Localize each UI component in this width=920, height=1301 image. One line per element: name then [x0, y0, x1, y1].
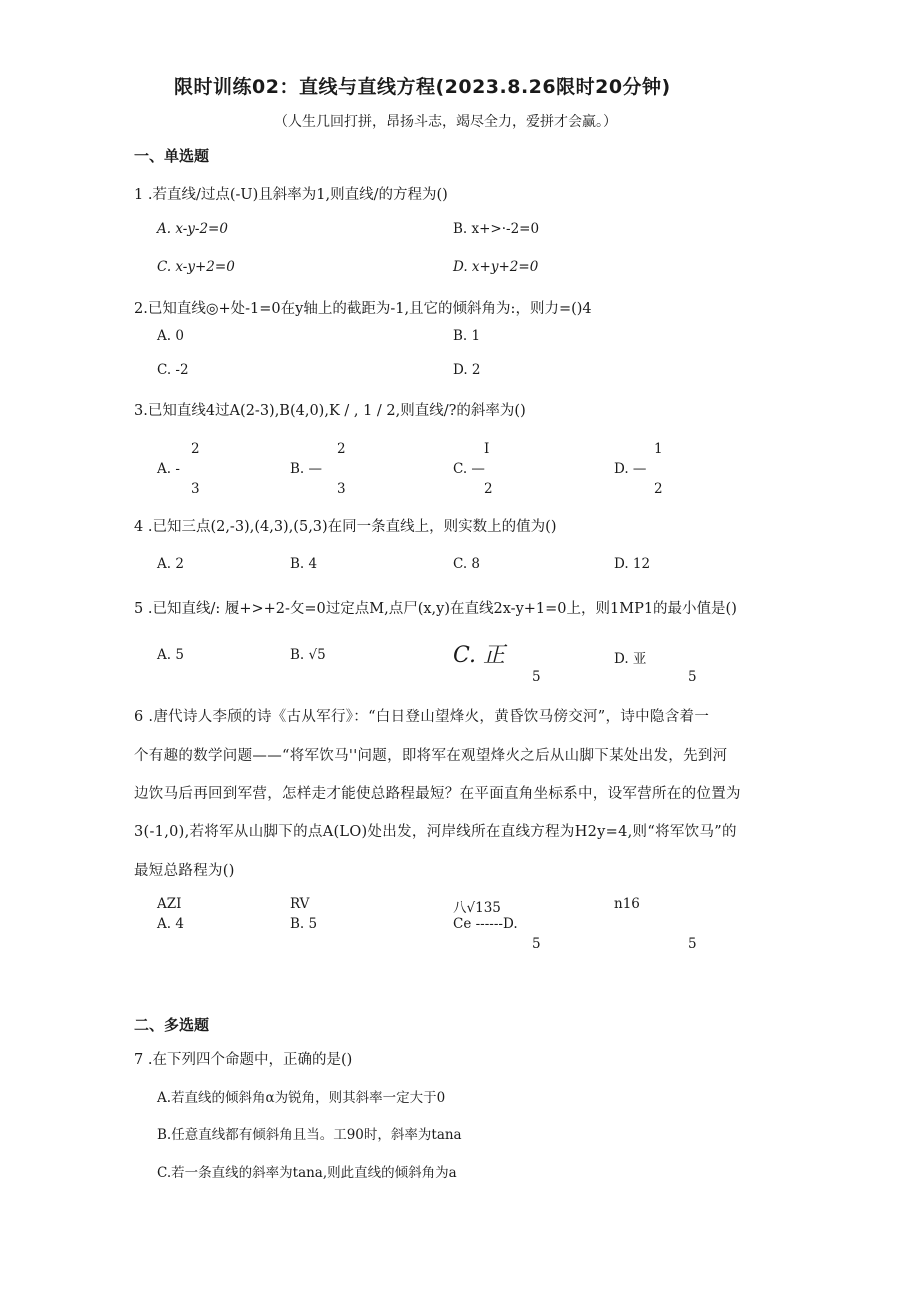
question-6-option-b: B. 5	[290, 916, 318, 932]
question-5-option-d: D. 亚	[614, 651, 647, 667]
question-6-line-3: 边饮马后再回到军营，怎样走才能使总路程最短？在平面直角坐标系中，设军营所在的位置为	[134, 786, 741, 802]
question-6-line-4: 3(-1,0),若将军从山脚下的点A(LO)处出发，河岸线所在直线方程为H2y=4,则“将军饮马”的	[134, 824, 737, 840]
question-3-option-b: B. —	[290, 461, 323, 477]
question-3-option-b-denominator: 3	[337, 481, 346, 497]
question-6-line-2: 个有趣的数学问题——“将军饮马''问题，即将军在观望烽火之后从山脚下某处出发，先到河	[134, 748, 728, 764]
page-title: 限时训练02：直线与直线方程(2023.8.26限时20分钟)	[174, 76, 671, 98]
question-6-option-d-top: n16	[614, 896, 640, 912]
question-7-option-b: B.任意直线都有倾斜角且当。工90时，斜率为tana	[157, 1127, 462, 1143]
question-5-option-c: C. 正	[453, 643, 506, 668]
question-6-option-c-top: 八√135	[453, 900, 501, 916]
question-1-option-d: D. x+y+2=0	[453, 259, 539, 275]
question-4-option-b: B. 4	[290, 556, 318, 572]
question-4-option-a: A. 2	[157, 556, 184, 572]
question-1-option-c: C. x-y+2=0	[157, 259, 235, 275]
question-4-stem: 4 .已知三点(2,-3),(4,3),(5,3)在同一条直线上，则实数上的值为()	[134, 519, 557, 535]
section-heading-single-choice: 一、单选题	[134, 147, 210, 165]
question-3-option-a-denominator: 3	[191, 481, 200, 497]
question-6-option-d-denominator: 5	[688, 936, 697, 952]
question-3-option-c-numerator: I	[484, 441, 490, 457]
question-3-option-a: A. -	[157, 461, 180, 477]
question-3-option-a-numerator: 2	[191, 441, 200, 457]
question-5-option-d-denominator: 5	[688, 669, 697, 685]
question-3-option-d: D. —	[614, 461, 647, 477]
question-3-stem: 3.已知直线4过A(2-3),B(4,0),K / , 1 / 2,则直线/?的斜率为()	[134, 403, 526, 419]
question-6-option-c-d: Ce ------D.	[453, 916, 518, 932]
question-2-option-a: A. 0	[157, 328, 184, 344]
question-6-line-5: 最短总路程为()	[134, 863, 235, 879]
question-1-stem: 1 .若直线/过点(-U)且斜率为1,则直线/的方程为()	[134, 187, 448, 203]
question-3-option-c: C. —	[453, 461, 485, 477]
question-7-option-c: C.若一条直线的斜率为tana,则此直线的倾斜角为a	[157, 1165, 457, 1181]
question-7-option-a: A.若直线的倾斜角α为锐角，则其斜率一定大于0	[157, 1090, 446, 1106]
question-2-option-b: B. 1	[453, 328, 481, 344]
question-3-option-d-denominator: 2	[654, 481, 663, 497]
page-subtitle: （人生几回打拼，昂扬斗志，竭尽全力，爱拼才会赢。）	[274, 114, 617, 130]
question-4-option-d: D. 12	[614, 556, 651, 572]
question-6-option-a: A. 4	[157, 916, 184, 932]
question-2-option-c: C. -2	[157, 362, 189, 378]
question-2-stem: 2.已知直线◎+处-1=0在y轴上的截距为-1,且它的倾斜角为:，则力=()4	[134, 301, 592, 317]
question-6-option-a-top: AZI	[157, 896, 182, 912]
question-4-option-c: C. 8	[453, 556, 481, 572]
question-2-option-d: D. 2	[453, 362, 481, 378]
section-heading-multiple-choice: 二、多选题	[134, 1016, 210, 1034]
question-5-option-b: B. √5	[290, 647, 326, 663]
question-5-option-a: A. 5	[157, 647, 184, 663]
question-6-option-b-top: RV	[290, 896, 310, 912]
question-5-option-c-denominator: 5	[532, 669, 541, 685]
question-6-option-c-denominator: 5	[532, 936, 541, 952]
question-3-option-b-numerator: 2	[337, 441, 346, 457]
question-3-option-d-numerator: 1	[654, 441, 663, 457]
question-1-option-a: A. x-y-2=0	[157, 221, 228, 237]
question-7-stem: 7 .在下列四个命题中，正确的是()	[134, 1052, 353, 1068]
question-6-line-1: 6 .唐代诗人李颀的诗《古从军行》：“白日登山望烽火，黄昏饮马傍交河”，诗中隐含着一	[134, 709, 710, 725]
question-1-option-b: B. x+>·-2=0	[453, 221, 540, 237]
question-5-stem: 5 .已知直线/: 履+>+2-攵=0过定点M,点尸(x,y)在直线2x-y+1=0上，则1MP1的最小值是()	[134, 601, 737, 617]
question-3-option-c-denominator: 2	[484, 481, 493, 497]
